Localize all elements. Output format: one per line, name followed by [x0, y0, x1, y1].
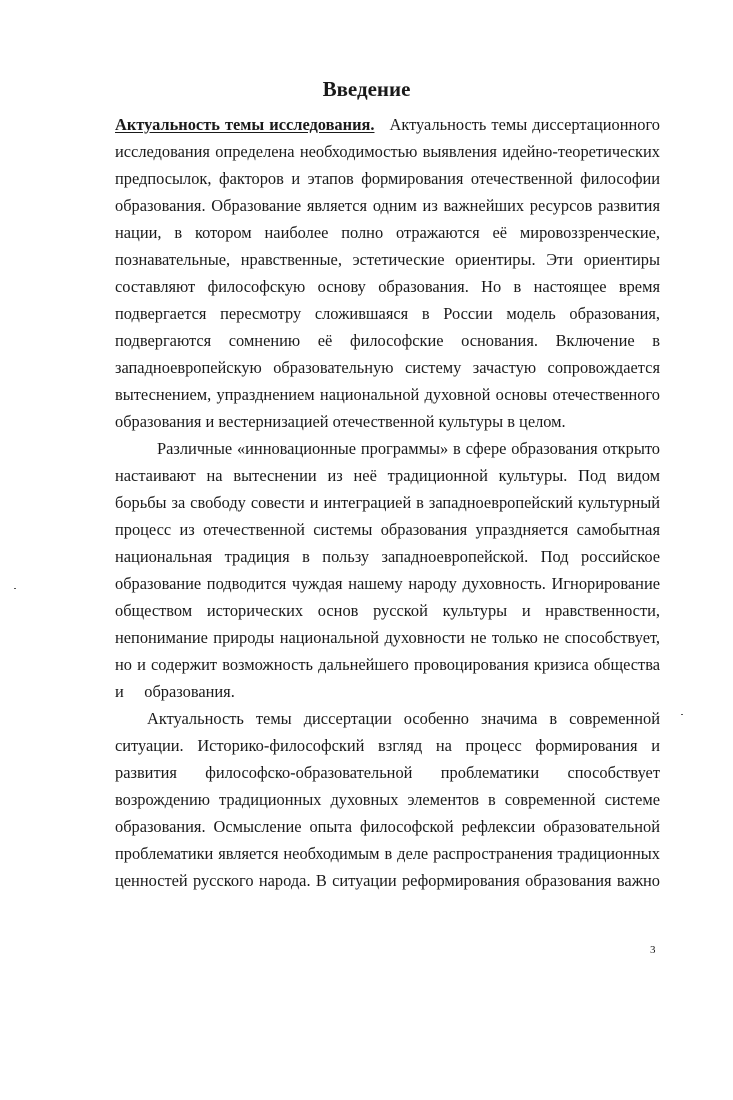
text-line: борьбы за свободу совести и интеграцией в западноевропейский культурный	[115, 493, 660, 512]
page-title: Введение	[322, 77, 411, 101]
text-line: национальная традиция в пользу западноевропейской. Под российское	[115, 547, 660, 566]
text-line: образования. Образование является одним из важнейших ресурсов развития	[115, 196, 660, 215]
section-heading: Актуальность темы исследования.	[115, 115, 375, 134]
text-line: ценностей русского народа. В ситуации реформирования образования важно	[115, 871, 660, 890]
text-line	[115, 114, 660, 136]
text-line: западноевропейскую образовательную систему зачастую сопровождается	[115, 358, 660, 377]
text-line: непонимание природы национальной духовности не только не способствует,	[115, 628, 660, 647]
text-line: образование подводится чуждая нашему народу духовность. Игнорирование	[115, 574, 660, 593]
text-line: настаивают на вытеснении из неё традиционной культуры. Под видом	[115, 466, 660, 485]
text-line: Актуальность темы диссертации особенно значима в современной	[147, 709, 660, 728]
text-line: Различные «инновационные программы» в сфере образования открыто	[157, 439, 660, 458]
text-line: вытеснением, упразднением национальной духовной основы отечественного	[115, 385, 660, 404]
text-line: процесс из отечественной системы образования упраздняется самобытная	[115, 520, 660, 539]
scan-speck	[14, 588, 16, 589]
text-line: нации, в котором наиболее полно отражаются её мировоззренческие,	[115, 223, 660, 242]
text-line-content: Актуальность темы диссертационного	[389, 115, 660, 134]
text-line: развития философско-образовательной проблематики способствует	[115, 763, 660, 782]
text-line: но и содержит возможность дальнейшего провоцирования кризиса общества	[115, 655, 660, 674]
text-line: образования и вестернизацией отечественной культуры в целом.	[115, 412, 566, 431]
text-line: и образования.	[115, 682, 235, 701]
text-line: проблематики является необходимым в деле распространения традиционных	[115, 844, 660, 863]
text-line: составляют философскую основу образования. Но в настоящее время	[115, 277, 660, 296]
text-line: возрождению традиционных духовных элементов в современной системе	[115, 790, 660, 809]
text-line: образования. Осмысление опыта философской рефлексии образовательной	[115, 817, 660, 836]
text-line: ситуации. Историко-философский взгляд на процесс формирования и	[115, 736, 660, 755]
text-line: подвергается пересмотру сложившаяся в России модель образования,	[115, 304, 660, 323]
page-number: 3	[650, 944, 656, 956]
text-line: предпосылок, факторов и этапов формирования отечественной философии	[115, 169, 660, 188]
text-line: обществом исторических основ русской культуры и нравственности,	[115, 601, 660, 620]
scan-speck	[681, 714, 683, 715]
text-line: подвергаются сомнению её философские основания. Включение в	[115, 331, 660, 350]
text-line: познавательные, нравственные, эстетические ориентиры. Эти ориентиры	[115, 250, 660, 269]
text-line: исследования определена необходимостью выявления идейно-теоретических	[115, 142, 660, 161]
